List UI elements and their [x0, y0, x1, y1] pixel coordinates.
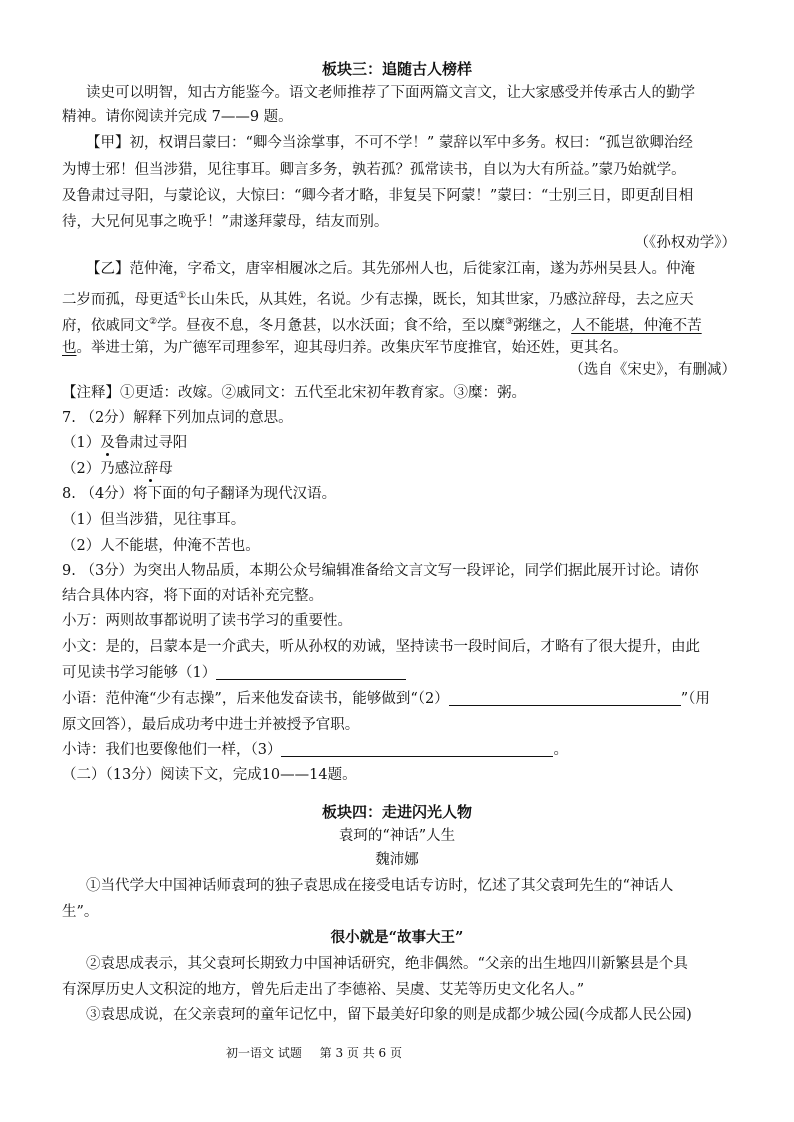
answer-blank-2[interactable]	[449, 687, 681, 706]
dialogue-text: ”（用	[680, 691, 710, 707]
article-author: 魏沛娜	[375, 852, 419, 868]
page-footer	[226, 1044, 416, 1061]
section-4-title: 板块四：走进闪光人物	[321, 803, 472, 821]
part-2-heading: （二）（13分）阅读下文，完成10——14题。	[62, 767, 357, 783]
paragraph-2-line-1: ②袁思成表示，其父袁珂长期致力中国神话研究，绝非偶然。“父亲的出生地四川新繁县是个具	[86, 956, 688, 972]
passage-jia-line-2: 为博士邪！但当涉猎，见往事耳。卿言多务，孰若孤？孤常读书，自以为大有所益。”蒙乃始就学。	[62, 162, 686, 178]
dialogue-text: 小语：范仲淹“少有志操”，后来他发奋读书，能够做到“（2）	[62, 691, 449, 707]
item-text: （2）乃感泣	[62, 461, 144, 477]
dialogue-text: 。	[553, 742, 568, 758]
paragraph-1-line-1: ①当代学大中国神话师袁珂的独子袁思成在接受电话专访时，忆述了其父袁珂先生的“神话人	[86, 878, 674, 894]
item-text: 鲁肃过寻阳	[114, 435, 188, 451]
footnote-marker-1: ①	[178, 291, 187, 301]
answer-blank-1[interactable]	[216, 661, 406, 680]
yi-text: 学。昼夜不息，冬月惫甚，以水沃面；食不给，至以糜	[157, 318, 506, 334]
paragraph-1-line-2: 生”。	[62, 904, 99, 920]
dialogue-xiaoshi	[62, 737, 568, 763]
paragraph-3-line-1: ③袁思成说，在父亲袁珂的童年记忆中，留下最美好印象的则是成都少城公园(今成都人民公园)	[86, 1007, 692, 1023]
article-subheading: 很小就是“故事大王”	[330, 929, 464, 946]
question-9-line-2: 结合具体内容，将下面的对话补充完整。	[62, 588, 323, 604]
underlined-sentence: 人不能堪，仲淹不苦	[571, 318, 702, 334]
dialogue-xiaowen-line-2	[62, 660, 406, 686]
passage-yi-line-1: 【乙】范仲淹，字希文，唐宰相履冰之后。其先邠州人也，后徙家江南，遂为苏州吴县人。仲淹	[86, 261, 695, 277]
dotted-word-ci: 辞	[143, 461, 159, 477]
dialogue-xiaowen-line-1: 小文：是的，吕蒙本是一介武夫，听从孙权的劝诫，坚持读书一段时间后，才略有了很大提升，由此	[62, 639, 700, 655]
passage-yi-line-4	[62, 335, 628, 361]
dialogue-text: 可见读书学习能够（1）	[62, 665, 217, 681]
footer-page-number: 第 3 页 共 6 页	[319, 1046, 402, 1060]
dialogue-xiaoyu-line-2: 原文回答），最后成功考中进士并被授予官职。	[62, 717, 360, 733]
item-number: （1）	[62, 435, 101, 451]
answer-blank-3[interactable]	[281, 738, 553, 757]
question-8-item-1: （1）但当涉猎，见往事耳。	[62, 512, 246, 528]
question-9-line-1: 9. （3分）为突出人物品质，本期公众号编辑准备给文言文写一段评论，同学们据此展开讨论。请你	[62, 563, 699, 579]
yi-text: 府，依戚同文	[62, 318, 149, 334]
dialogue-xiaoyu-line-1	[62, 686, 710, 712]
passage-jia-line-1: 【甲】初，权谓吕蒙曰：“卿今当涂掌事，不可不学！” 蒙辞以军中多务。权曰：“孤岂欲卿治经	[86, 135, 693, 151]
passage-jia-source: （《孙权劝学》）	[634, 235, 736, 251]
passage-jia-line-4: 待，大兄何见事之晚乎！”肃遂拜蒙母，结友而别。	[62, 214, 389, 230]
dotted-word-ji: 及	[100, 435, 115, 451]
intro-line-2: 精神。请你阅读并完成 7——9 题。	[62, 109, 293, 125]
passage-jia-line-3: 及鲁肃过寻阳，与蒙论议，大惊曰：“卿今者才略，非复吴下阿蒙！”蒙曰：“士别三日，即更刮目相	[62, 188, 694, 204]
paragraph-2-line-2: 有深厚历史人文积淀的地方，曾先后走出了李德裕、吴虞、艾芜等历史文化名人。”	[62, 982, 585, 998]
intro-line-1: 读史可以明智，知古方能鉴今。语文老师推荐了下面两篇文言文，让大家感受并传承古人的勤学	[86, 85, 695, 101]
footnote-marker-3: ③	[505, 317, 514, 327]
dialogue-xiaowan: 小万：两则故事都说明了读书学习的重要性。	[62, 613, 352, 629]
yi-text: 。举进士第，为广德军司理参军，迎其母归养。改集庆军节度推官，始还姓，更其名。	[76, 340, 628, 356]
article-title: 袁珂的“神话”人生	[338, 828, 456, 844]
yi-text: 粥继之，	[513, 318, 572, 334]
footnote-marker-2: ②	[149, 317, 158, 327]
question-8: 8. （4分）将下面的句子翻译为现代汉语。	[62, 486, 337, 502]
section-3-title: 板块三：追随古人榜样	[321, 60, 472, 78]
question-7-item-2	[62, 456, 173, 482]
dialogue-text: 小诗：我们也要像他们一样，（3）	[62, 742, 282, 758]
question-8-item-2: （2）人不能堪，仲淹不苦也。	[62, 538, 260, 554]
annotation-notes: 【注释】①更适：改嫁。②戚同文：五代至北宋初年教育家。③糜：粥。	[62, 385, 526, 401]
passage-yi-source: （选自《宋史》，有删减）	[569, 362, 736, 378]
yi-text: 二岁而孤，母更适	[62, 292, 178, 308]
question-7: 7. （2分）解释下列加点词的意思。	[62, 410, 293, 426]
footer-subject: 初一语文 试题	[226, 1046, 302, 1060]
yi-text: 长山朱氏，从其姓，名说。少有志操，既长，知其世家，乃感泣辞母，去之应天	[186, 292, 694, 308]
question-7-item-1	[62, 430, 187, 456]
underlined-sentence-end: 也	[62, 340, 77, 356]
item-text: 母	[158, 461, 173, 477]
